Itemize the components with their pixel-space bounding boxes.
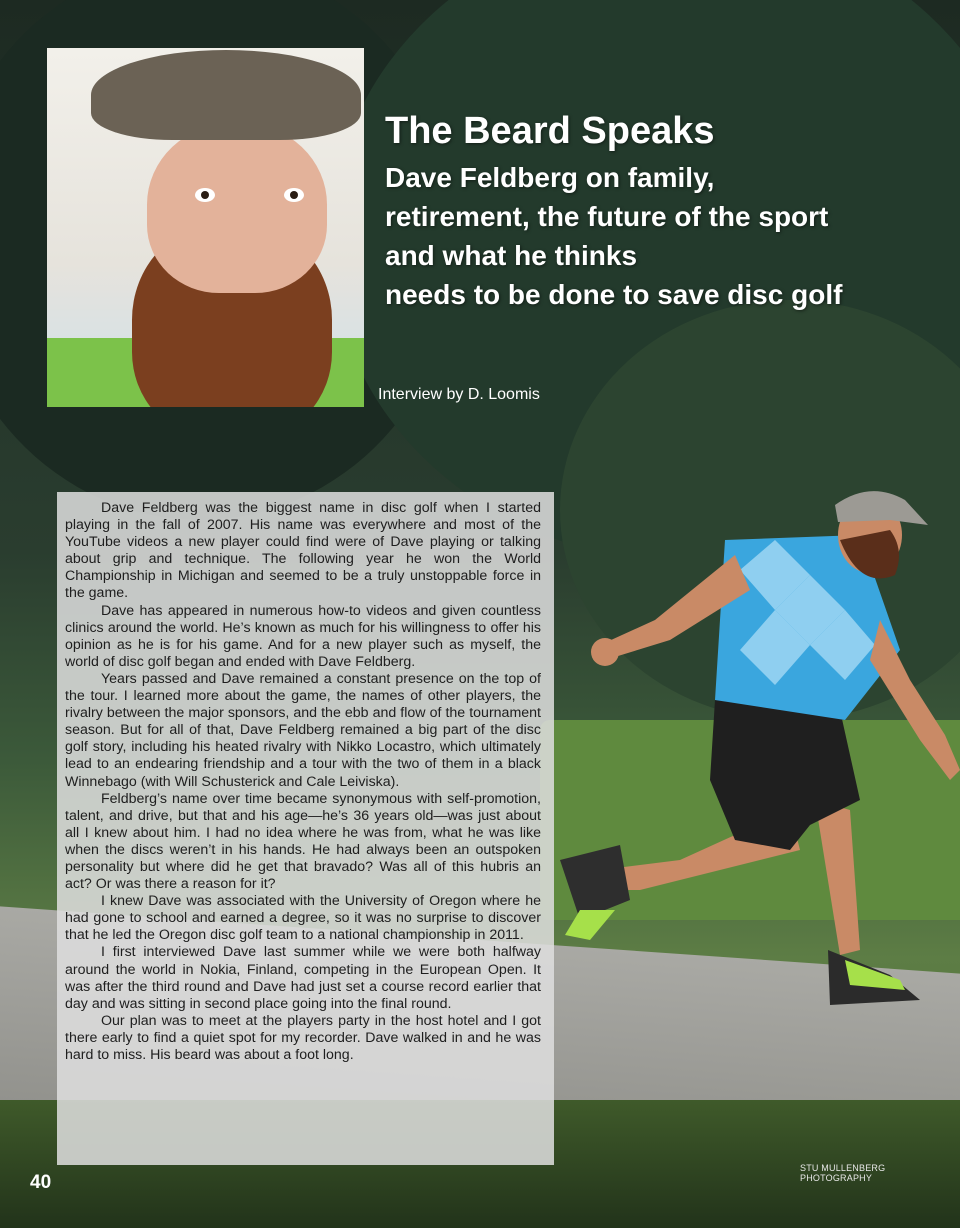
page-number: 40 [30,1172,52,1193]
article-paragraph: I first interviewed Dave last summer while we were both halfway around the world in Nokia, Finland, competing in the European Open. It was after the third round and Dave had just set a course record earlier that day and was sitting in second place going into the final round. [65,944,541,1012]
article-paragraph: Dave Feldberg was the biggest name in disc golf when I started playing in the fall of 2007. His name was everywhere and most of the YouTube videos a new player could find were of Dave playing or talking about grip and technique. The following year he won the World Championship in Michigan and seemed to be a truly unstoppable force in the game. [65,500,541,602]
subtitle-line: and what he thinks [385,240,638,271]
subtitle-line: retirement, the future of the sport [385,201,829,232]
portrait-photo [47,48,364,407]
article-subtitle [385,158,905,314]
photo-credit: STU MULLENBERG PHOTOGRAPHY [800,1163,886,1183]
article-paragraph: Feldberg’s name over time became synonymous with self-promotion, talent, and drive, but that and his age—he’s 36 years old—was just about all I knew about him. I had no idea where he was from, what he was like when the discs weren’t in his hands. He had always been an outspoken personality but where did he get that bravado? Was all of this hubris an act? Or was there a reason for it? [65,790,541,893]
article-paragraph: I knew Dave was associated with the University of Oregon where he had gone to school and earned a degree, so it was no surprise to discover that he led the Oregon disc golf team to a national championship in 2011. [65,893,541,944]
byline: Interview by D. Loomis [378,386,540,403]
article-title: The Beard Speaks [385,110,715,152]
article-body [57,492,554,1165]
article-paragraph: Years passed and Dave remained a constant presence on the top of the tour. I learned more about the game, the names of other players, the rivalry between the major sponsors, and the ebb and flow of the tournament season. But for all of that, Dave Feldberg remained a big part of the disc golf story, including his heated rivalry with Nikko Locastro, which ultimately lead to an endearing friendship and a tour with the two of them in a black Winnebago (with Will Schusterick and Cale Leiviska). [65,670,541,790]
article-paragraph: Dave has appeared in numerous how-to videos and given countless clinics around the world. He’s known as much for his willingness to offer his opinion as he is for his game. And for a new player such as myself, the world of disc golf began and ended with Dave Feldberg. [65,602,541,670]
subtitle-line: Dave Feldberg on family, [385,162,715,193]
player-throwing-illustration [560,480,960,1020]
subtitle-line: needs to be done to save disc golf [385,279,843,310]
article-paragraph: Our plan was to meet at the players party in the host hotel and I got there early to find a quiet spot for my recorder. Dave walked in and he was hard to miss. His beard was about a foot long. [65,1012,541,1063]
